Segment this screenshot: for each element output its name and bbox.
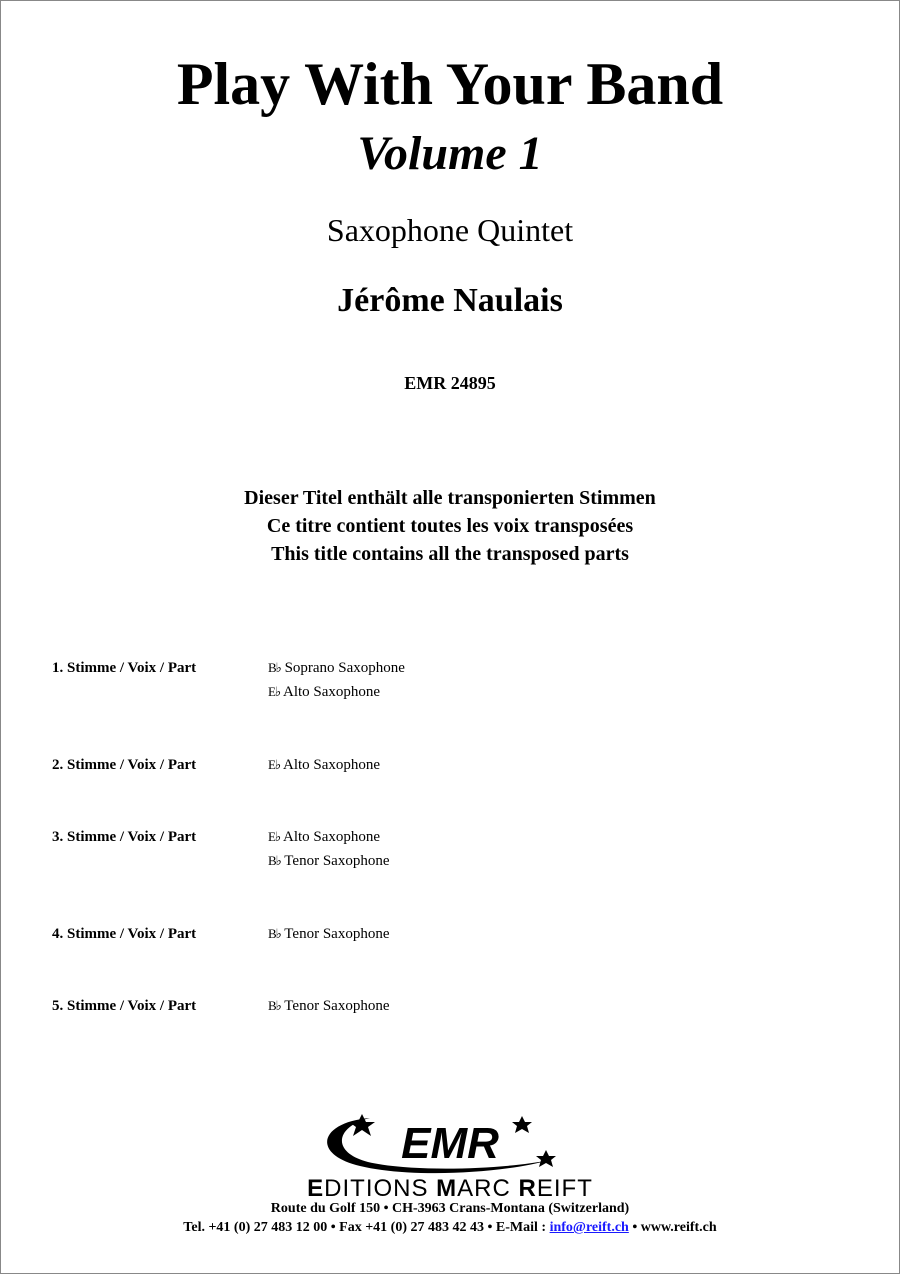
part-instruments [268, 994, 752, 1018]
transposition-notice [0, 484, 900, 568]
instrument-item [268, 825, 752, 849]
instrument-name: Alto Saxophone [283, 684, 381, 700]
publisher-address: Route du Golf 150 • CH-3963 Crans-Montana (Switzerland) [270, 1201, 630, 1216]
part-row-5 [52, 994, 752, 1024]
email-link[interactable]: info@reift.ch [549, 1220, 629, 1235]
key-signature: E♭ [268, 684, 281, 699]
key-signature: B♭ [268, 998, 281, 1013]
catalog-number: EMR 24895 [404, 373, 496, 393]
emr-logo [300, 1108, 600, 1180]
part-row-2 [52, 753, 752, 825]
publisher-word: ARC [457, 1175, 519, 1202]
part-label: 1. Stimme / Voix / Part [52, 660, 197, 676]
publisher-word: EIFT [536, 1175, 593, 1202]
contact-website: • www.reift.ch [628, 1220, 717, 1235]
part-instruments [268, 922, 752, 946]
instrument-name: Alto Saxophone [283, 829, 381, 845]
key-signature: E♭ [268, 829, 281, 844]
logo-star-top [512, 1116, 532, 1133]
key-signature: E♭ [268, 757, 281, 772]
part-instruments [268, 753, 752, 777]
part-label: 2. Stimme / Voix / Part [52, 757, 197, 773]
part-label: 3. Stimme / Voix / Part [52, 829, 197, 845]
instrument-item [268, 680, 752, 704]
part-row-1 [52, 656, 752, 753]
instrument-name: Tenor Saxophone [284, 998, 390, 1014]
publisher-cap: R [518, 1175, 537, 1202]
publisher-cap: E [307, 1175, 325, 1202]
key-signature: B♭ [268, 926, 281, 941]
instrument-item [268, 994, 752, 1018]
contact-phone-fax: Tel. +41 (0) 27 483 12 00 • Fax +41 (0) 27 483 42 43 • E-Mail : [183, 1220, 550, 1235]
instrument-item [268, 753, 752, 777]
publisher-word: DITIONS [324, 1175, 437, 1202]
notice-german: Dieser Titel enthält alle transponierten Stimmen [244, 487, 656, 509]
part-row-4 [52, 922, 752, 994]
key-signature: B♭ [268, 660, 281, 675]
part-instruments [268, 656, 752, 704]
parts-list [52, 656, 752, 1024]
logo-star-left [349, 1114, 375, 1136]
instrument-name: Tenor Saxophone [284, 853, 390, 869]
publisher-name [0, 1176, 900, 1202]
instrument-item [268, 849, 752, 873]
document-title: Play With Your Band [176, 51, 724, 117]
part-label: 4. Stimme / Voix / Part [52, 926, 197, 942]
instrument-name: Soprano Saxophone [284, 660, 405, 676]
publisher-cap: M [436, 1175, 458, 1202]
publisher-contact [0, 1219, 900, 1237]
instrument-item [268, 922, 752, 946]
notice-english: This title contains all the transposed parts [271, 543, 629, 565]
part-instruments [268, 825, 752, 873]
volume-label: Volume 1 [357, 127, 543, 180]
part-label: 5. Stimme / Voix / Part [52, 998, 197, 1014]
notice-french: Ce titre contient toutes les voix transposées [266, 515, 634, 537]
part-row-3 [52, 825, 752, 922]
instrument-name: Alto Saxophone [283, 757, 381, 773]
key-signature: B♭ [268, 853, 281, 868]
logo-star-right [536, 1150, 556, 1167]
ensemble-label: Saxophone Quintet [326, 212, 574, 248]
logo-text: EMR [401, 1119, 499, 1168]
instrument-item [268, 656, 752, 680]
instrument-name: Tenor Saxophone [284, 926, 390, 942]
composer-name: Jérôme Naulais [337, 282, 563, 319]
